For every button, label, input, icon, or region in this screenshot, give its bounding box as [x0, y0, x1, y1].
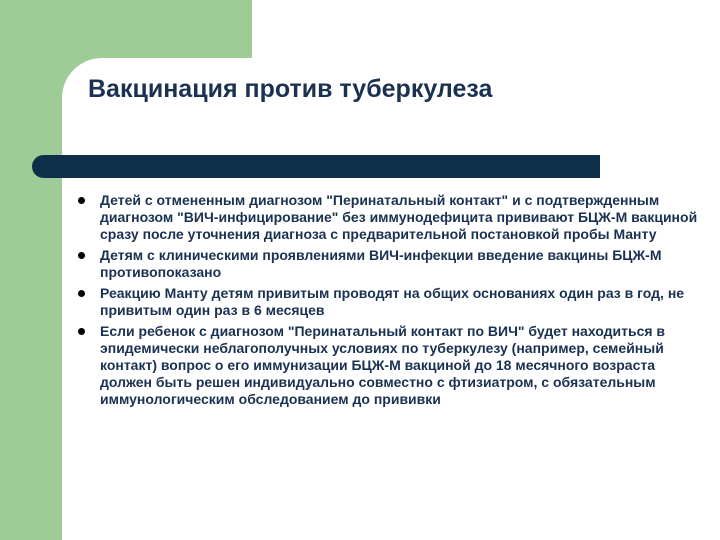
bullet-icon	[78, 252, 85, 259]
bullet-item	[78, 247, 698, 281]
bullet-text: Если ребенок с диагнозом "Перинатальный контакт по ВИЧ" будет находиться в эпидемически неблагополучных условиях по туберкулезу (например, семейный контакт) вопрос о его иммунизации БЦЖ-М вакциной до 18 месячного возраста должен быть решен индивидуально совместно с фтизиатром, с обязательным иммунологическим обследованием до прививки	[100, 323, 666, 407]
bullet-item	[78, 192, 698, 243]
bullet-icon	[78, 290, 85, 297]
bullet-text: Детей с отмененным диагнозом "Перинатальный контакт" и с подтвержденным диагнозом "ВИЧ-инфицирование" без иммунодефицита прививают БЦЖ-М вакциной сразу после уточнения диагноза с предварительной постановкой пробы Манту	[100, 192, 698, 242]
bullet-item	[78, 323, 698, 408]
bullet-icon	[78, 328, 85, 335]
title-divider-bar	[32, 155, 600, 178]
bullet-icon	[78, 197, 85, 204]
bullet-list	[78, 192, 698, 412]
bullet-item	[78, 285, 698, 319]
bullet-text: Реакцию Манту детям привитым проводят на общих основаниях один раз в год, не привитым один раз в 6 месяцев	[100, 285, 685, 318]
slide-title: Вакцинация против туберкулеза	[88, 75, 493, 103]
bullet-text: Детям с клиническими проявлениями ВИЧ-инфекции введение вакцины БЦЖ-М противопоказано	[100, 247, 662, 280]
